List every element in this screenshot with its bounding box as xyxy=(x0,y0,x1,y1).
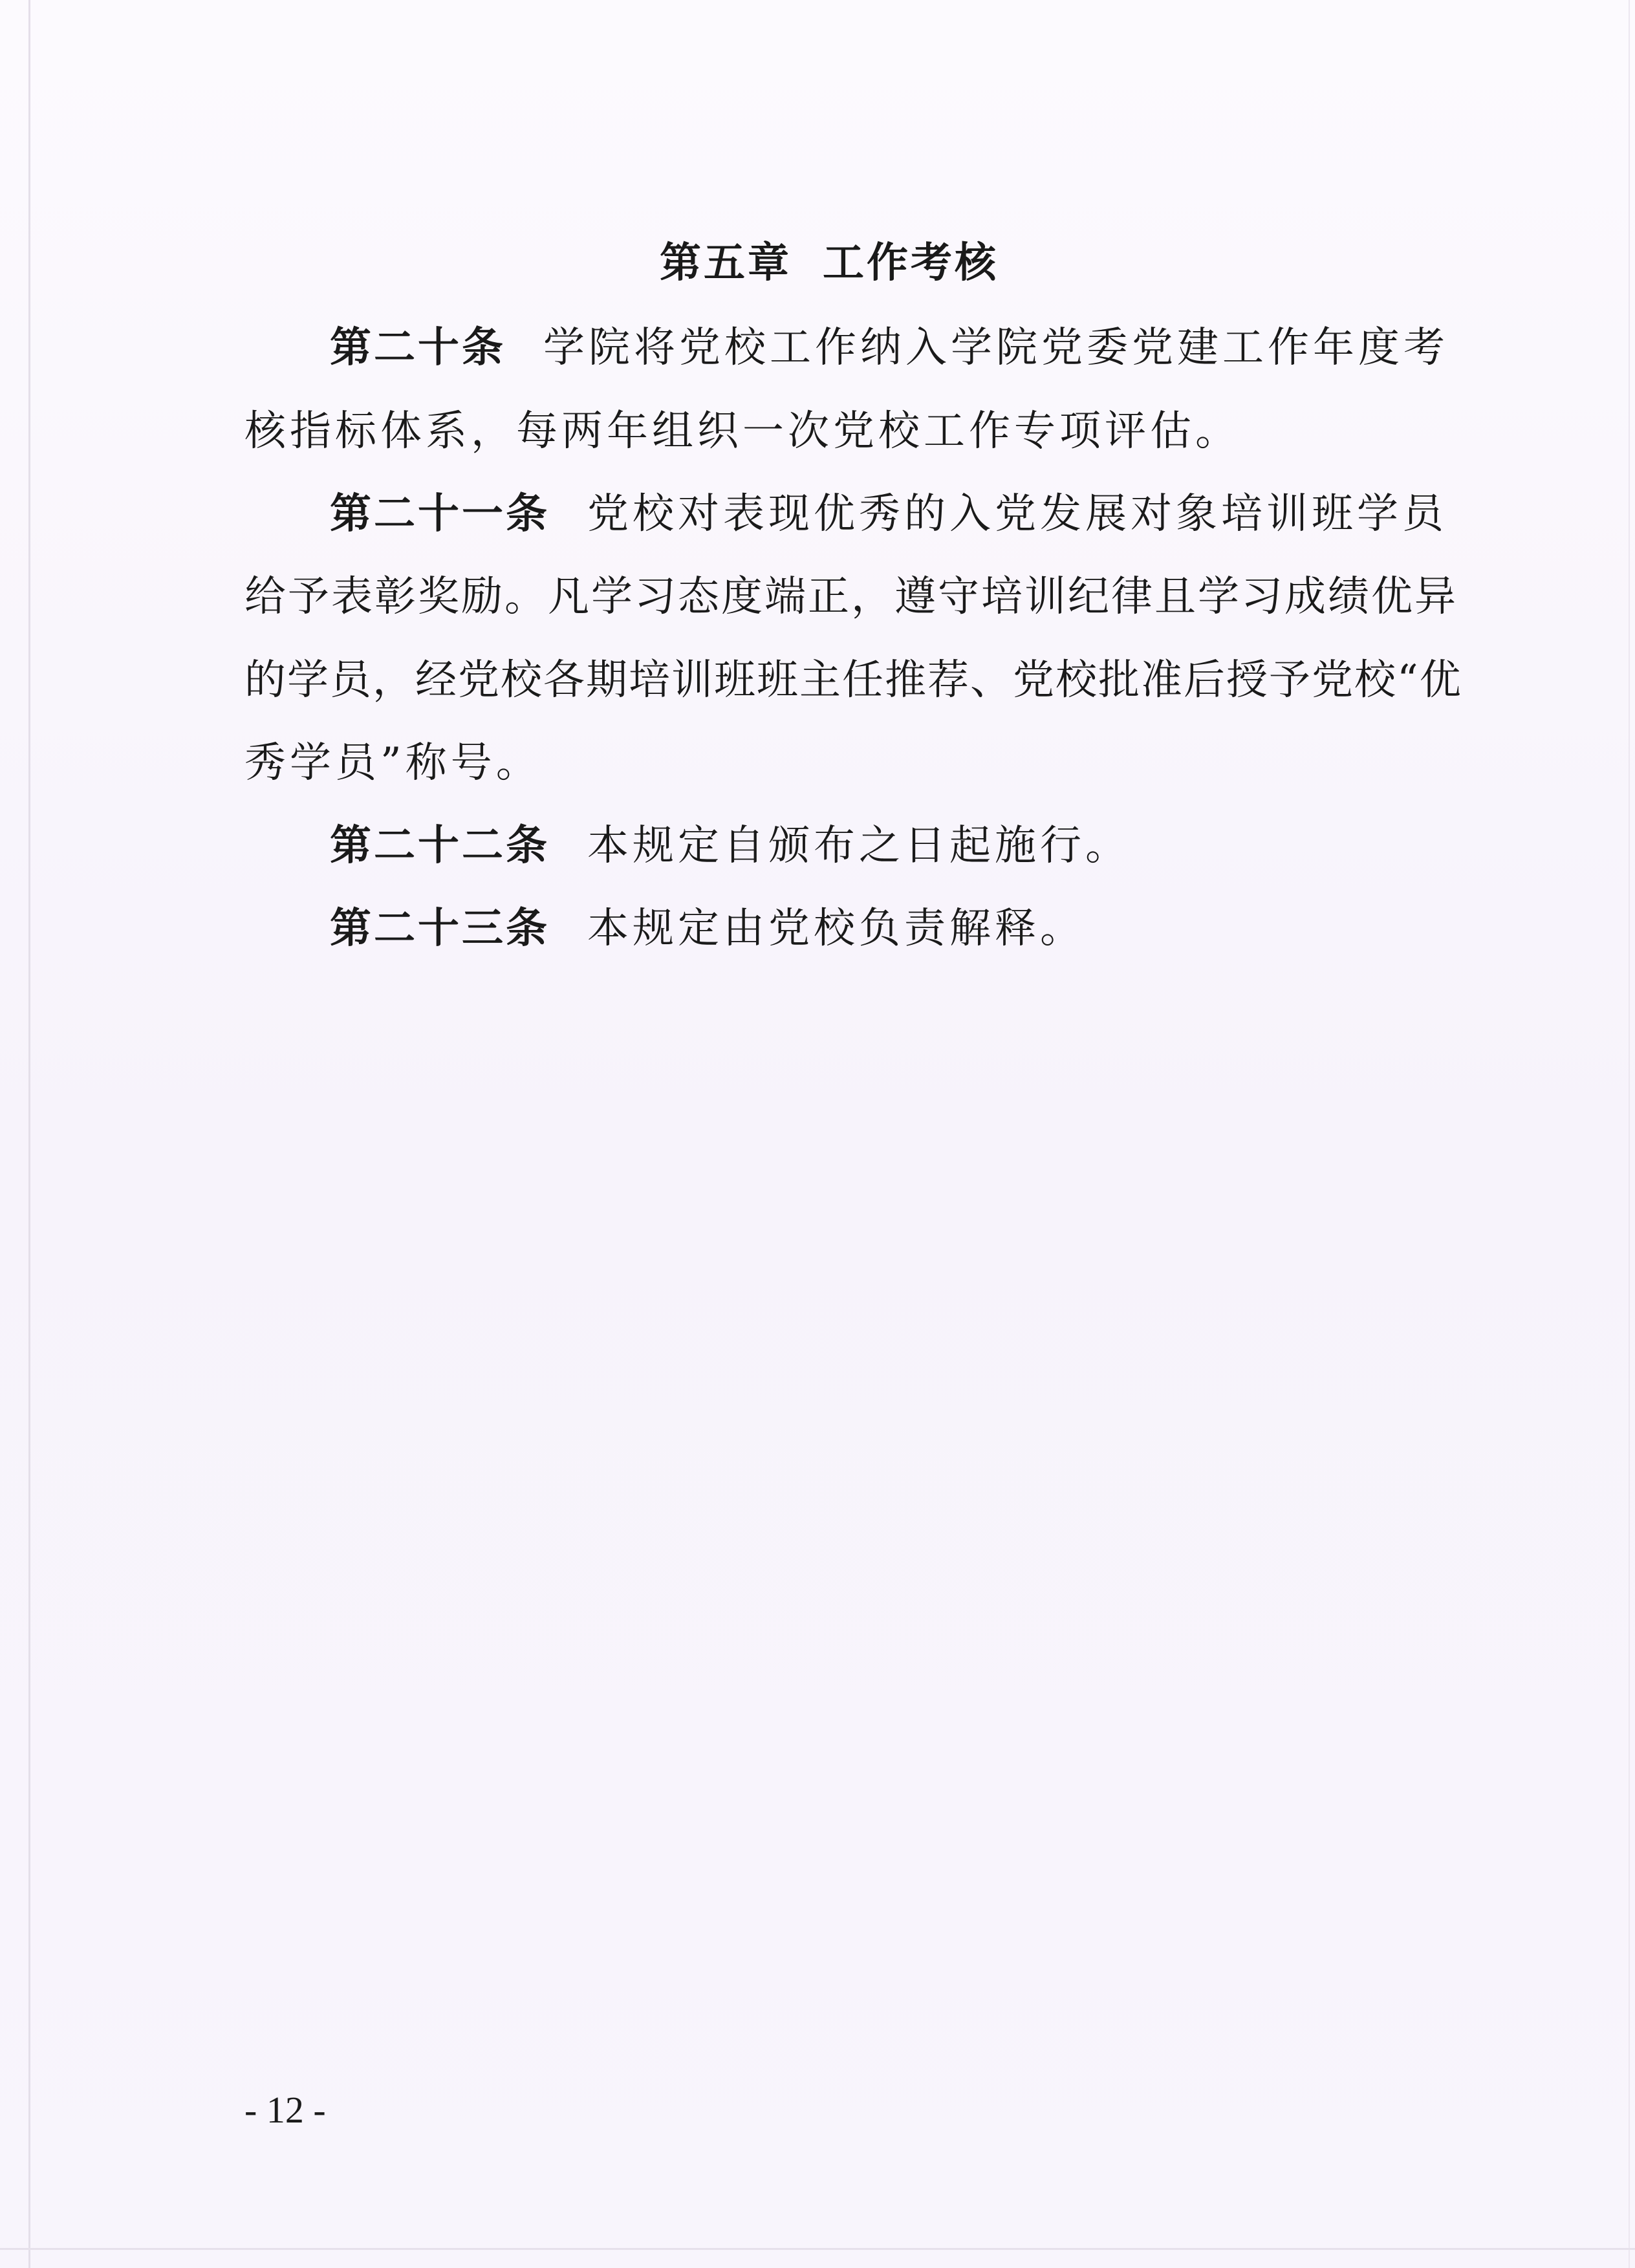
article-20-text-1: 学院将党校工作纳入学院党委党建工作年度考 xyxy=(543,324,1449,372)
article-21-line-2 xyxy=(244,571,1458,623)
article-21-text-4: 秀学员”称号。 xyxy=(244,739,541,787)
article-20-number: 第二十条 xyxy=(330,323,506,372)
article-21-line-4 xyxy=(244,737,541,789)
chapter-heading xyxy=(660,237,999,289)
chapter-title: 工作考核 xyxy=(823,239,999,287)
article-21-text-2: 给予表彰奖励。凡学习态度端正，遵守培训纪律且学习成绩优异 xyxy=(244,573,1458,621)
article-21-text-1: 党校对表现优秀的入党发展对象培训班学员 xyxy=(587,490,1447,538)
article-20-text-2: 核指标体系，每两年组织一次党校工作专项评估。 xyxy=(244,407,1240,455)
article-22-line-1 xyxy=(330,820,1131,872)
article-21-line-1 xyxy=(330,488,1447,540)
article-20-line-2 xyxy=(244,405,1240,457)
article-21-line-3 xyxy=(244,654,1462,706)
chapter-number: 第五章 xyxy=(660,239,792,287)
article-22-number: 第二十二条 xyxy=(330,821,550,870)
article-20-line-1 xyxy=(330,322,1449,374)
page-edge-left xyxy=(28,0,30,2268)
article-21-number: 第二十一条 xyxy=(330,490,550,538)
article-21-text-3: 的学员，经党校各期培训班班主任推荐、党校批准后授予党校“优 xyxy=(244,656,1462,704)
article-23-text-1: 本规定由党校负责解释。 xyxy=(587,905,1085,953)
page-edge-bottom xyxy=(0,2248,1635,2250)
page-number: - 12 - xyxy=(244,2089,326,2131)
article-22-text-1: 本规定自颁布之日起施行。 xyxy=(587,822,1131,870)
page-edge-right xyxy=(1629,0,1630,2268)
article-23-number: 第二十三条 xyxy=(330,904,550,953)
article-23-line-1 xyxy=(330,903,1085,955)
